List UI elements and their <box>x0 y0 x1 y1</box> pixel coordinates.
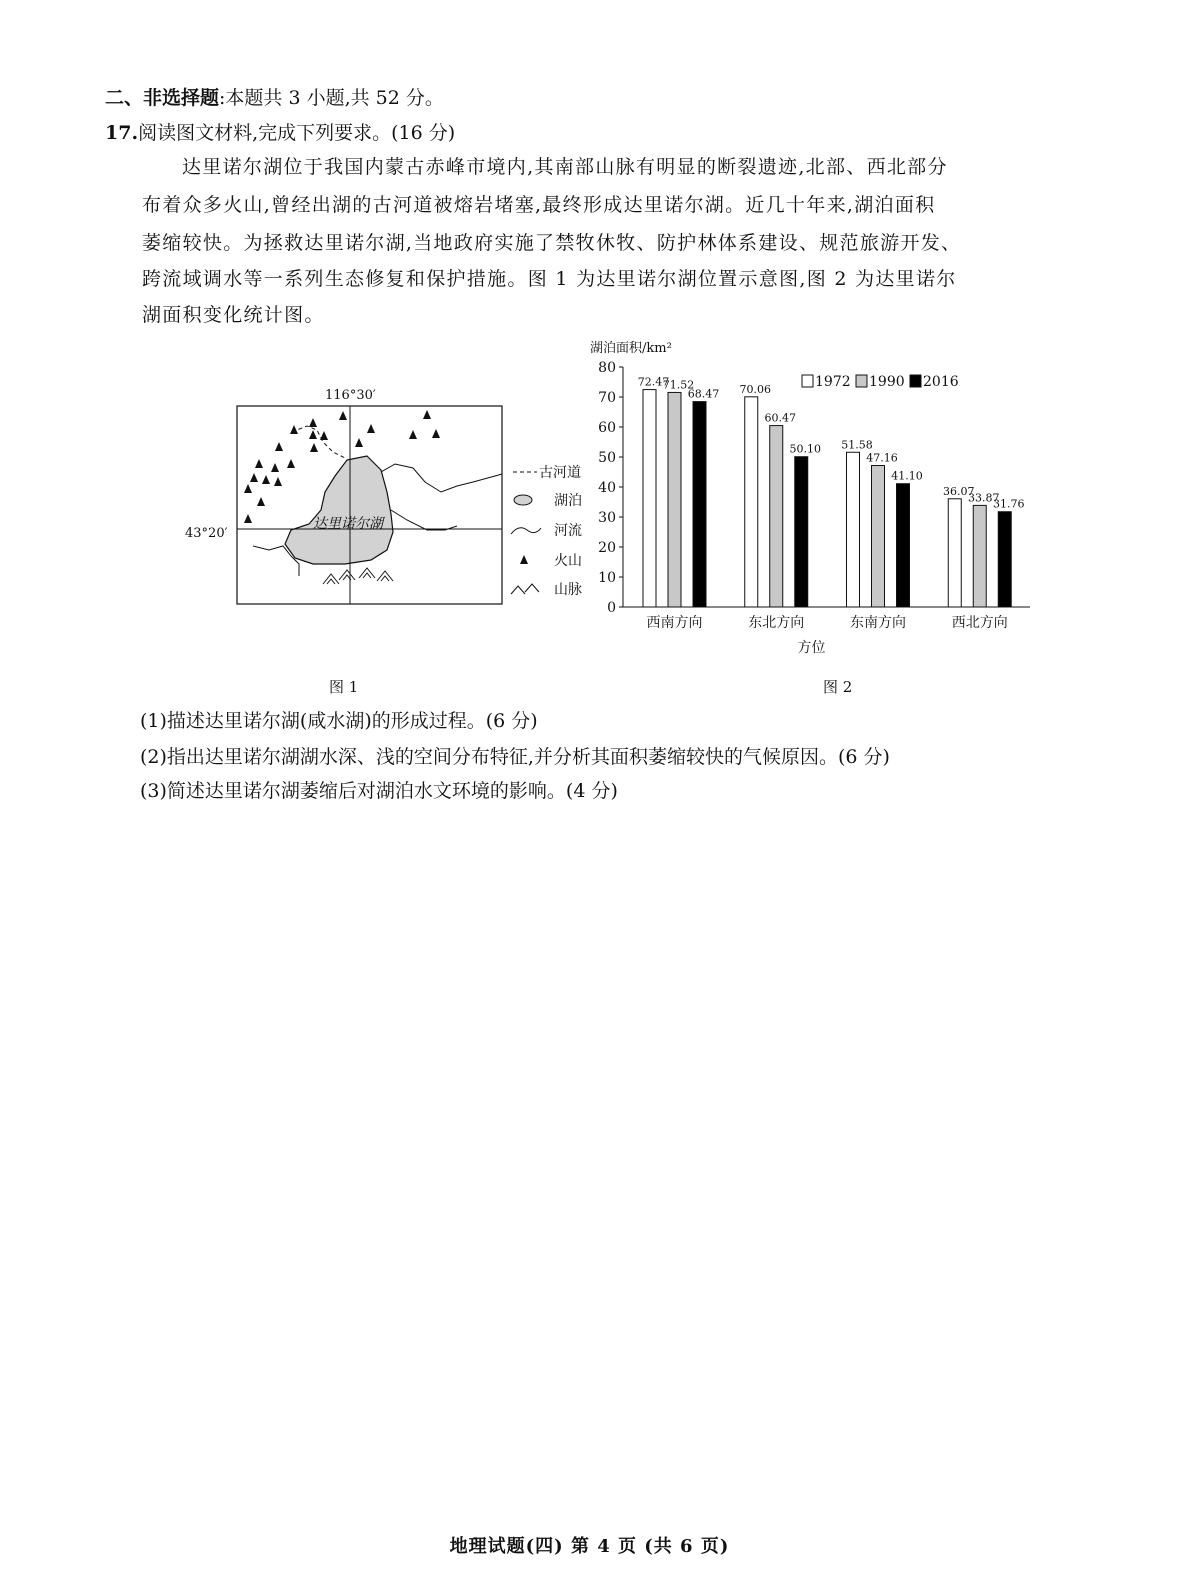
y-tick-label: 80 <box>598 360 616 376</box>
subquestion-2: (2)指出达里诺尔湖湖水深、浅的空间分布特征,并分析其面积萎缩较快的气候原因。(6 分) <box>140 746 890 768</box>
bar-1972 <box>745 397 758 607</box>
y-tick-label: 60 <box>598 420 616 436</box>
legend-swatch-2016 <box>910 375 921 387</box>
value-label: 36.07 <box>943 484 975 498</box>
value-label: 51.58 <box>841 438 873 452</box>
legend-river-symbol <box>511 528 541 534</box>
value-label: 68.47 <box>687 387 720 401</box>
bar-1990 <box>770 426 783 607</box>
question-prompt: 阅读图文材料,完成下列要求。(16 分) <box>138 122 456 144</box>
bar-1972 <box>847 452 860 607</box>
value-label: 71.52 <box>662 378 695 392</box>
bar-2016 <box>795 457 808 607</box>
legend-river: 河流 <box>554 523 582 539</box>
page-footer: 地理试题(四) 第 4 页 (共 6 页) <box>449 1536 730 1557</box>
latitude-label: 43°20′ <box>185 526 228 541</box>
bar-1972 <box>643 390 656 607</box>
y-axis-label: 湖泊面积/km² <box>590 341 672 356</box>
bar-1990 <box>668 392 681 607</box>
legend-volcano-symbol <box>520 555 528 564</box>
question-header <box>105 120 455 146</box>
figure1-caption: 图 1 <box>329 678 359 696</box>
legend-lake-symbol <box>514 495 532 505</box>
value-label: 47.16 <box>866 451 898 465</box>
y-tick-label: 0 <box>607 600 616 616</box>
map-legend <box>511 464 582 598</box>
bar-2016 <box>693 402 706 607</box>
y-tick-label: 30 <box>598 510 616 526</box>
bar-2016 <box>897 484 910 607</box>
paragraph-line: 布着众多火山,曾经出湖的古河道被熔岩堵塞,最终形成达里诺尔湖。近几十年来,湖泊面积 <box>142 194 936 216</box>
legend-volcano: 火山 <box>554 553 582 569</box>
legend-label: 1990 <box>869 374 905 390</box>
bar-1990 <box>872 466 885 607</box>
section-desc: :本题共 3 小题,共 52 分。 <box>219 87 444 109</box>
bar-1990 <box>973 505 986 607</box>
bar-2016 <box>998 512 1011 607</box>
x-tick-label: 西南方向 <box>646 615 703 631</box>
value-label: 31.76 <box>993 497 1025 511</box>
x-axis-label: 方位 <box>797 640 826 656</box>
lake-shape <box>285 456 393 564</box>
paragraph-line: 达里诺尔湖位于我国内蒙古赤峰市境内,其南部山脉有明显的断裂遗迹,北部、西北部分 <box>182 156 948 178</box>
longitude-label: 116°30′ <box>325 388 376 403</box>
ancient-river-course <box>292 426 345 458</box>
value-label: 41.10 <box>891 469 923 483</box>
bar-1972 <box>948 499 961 607</box>
x-tick-label: 西北方向 <box>951 615 1008 631</box>
river-east <box>381 464 502 492</box>
question-number: 17. <box>105 122 139 144</box>
y-ticks <box>598 360 623 616</box>
subquestion-1: (1)描述达里诺尔湖(咸水湖)的形成过程。(6 分) <box>140 710 538 732</box>
legend-mountain-symbol <box>511 584 539 594</box>
paragraph-line: 跨流域调水等一系列生态修复和保护措施。图 1 为达里诺尔湖位置示意图,图 2 为达里诺尔 <box>142 268 957 290</box>
value-label: 70.06 <box>739 382 771 396</box>
legend-swatch-1990 <box>856 375 867 387</box>
y-tick-label: 10 <box>598 570 616 586</box>
section-title: 二、非选择题 <box>105 87 220 109</box>
x-tick-label: 东南方向 <box>850 615 906 631</box>
value-label: 72.47 <box>637 375 670 389</box>
legend-swatch-1972 <box>802 375 813 387</box>
legend-ancient-river: 古河道 <box>539 465 581 481</box>
paragraph-line: 萎缩较快。为拯救达里诺尔湖,当地政府实施了禁牧休牧、防护林体系建设、规范旅游开发、 <box>142 232 962 254</box>
legend-lake: 湖泊 <box>554 493 582 509</box>
value-label: 33.87 <box>968 491 1000 505</box>
x-tick-label: 东北方向 <box>748 615 805 631</box>
mountain-range <box>323 568 393 584</box>
value-label: 60.47 <box>764 411 796 425</box>
legend-label: 2016 <box>923 374 959 390</box>
value-label: 50.10 <box>789 442 821 456</box>
y-tick-label: 50 <box>598 450 616 466</box>
subquestion-3: (3)简述达里诺尔湖萎缩后对湖泊水文环境的影响。(4 分) <box>140 780 618 802</box>
figure1-map <box>185 380 600 615</box>
legend-mountain: 山脉 <box>554 582 582 598</box>
legend-label: 1972 <box>815 374 851 390</box>
lake-label: 达里诺尔湖 <box>313 516 383 532</box>
chart-legend <box>802 374 959 390</box>
y-tick-label: 20 <box>598 540 616 556</box>
paragraph-line: 湖面积变化统计图。 <box>142 304 325 326</box>
section-header <box>105 85 444 111</box>
figure2-caption: 图 2 <box>823 678 853 696</box>
x-ticks <box>647 614 1008 631</box>
y-tick-label: 40 <box>598 480 616 496</box>
y-tick-label: 70 <box>598 390 616 406</box>
figure2-bar-chart <box>580 330 1050 665</box>
river-southeast <box>391 510 457 530</box>
